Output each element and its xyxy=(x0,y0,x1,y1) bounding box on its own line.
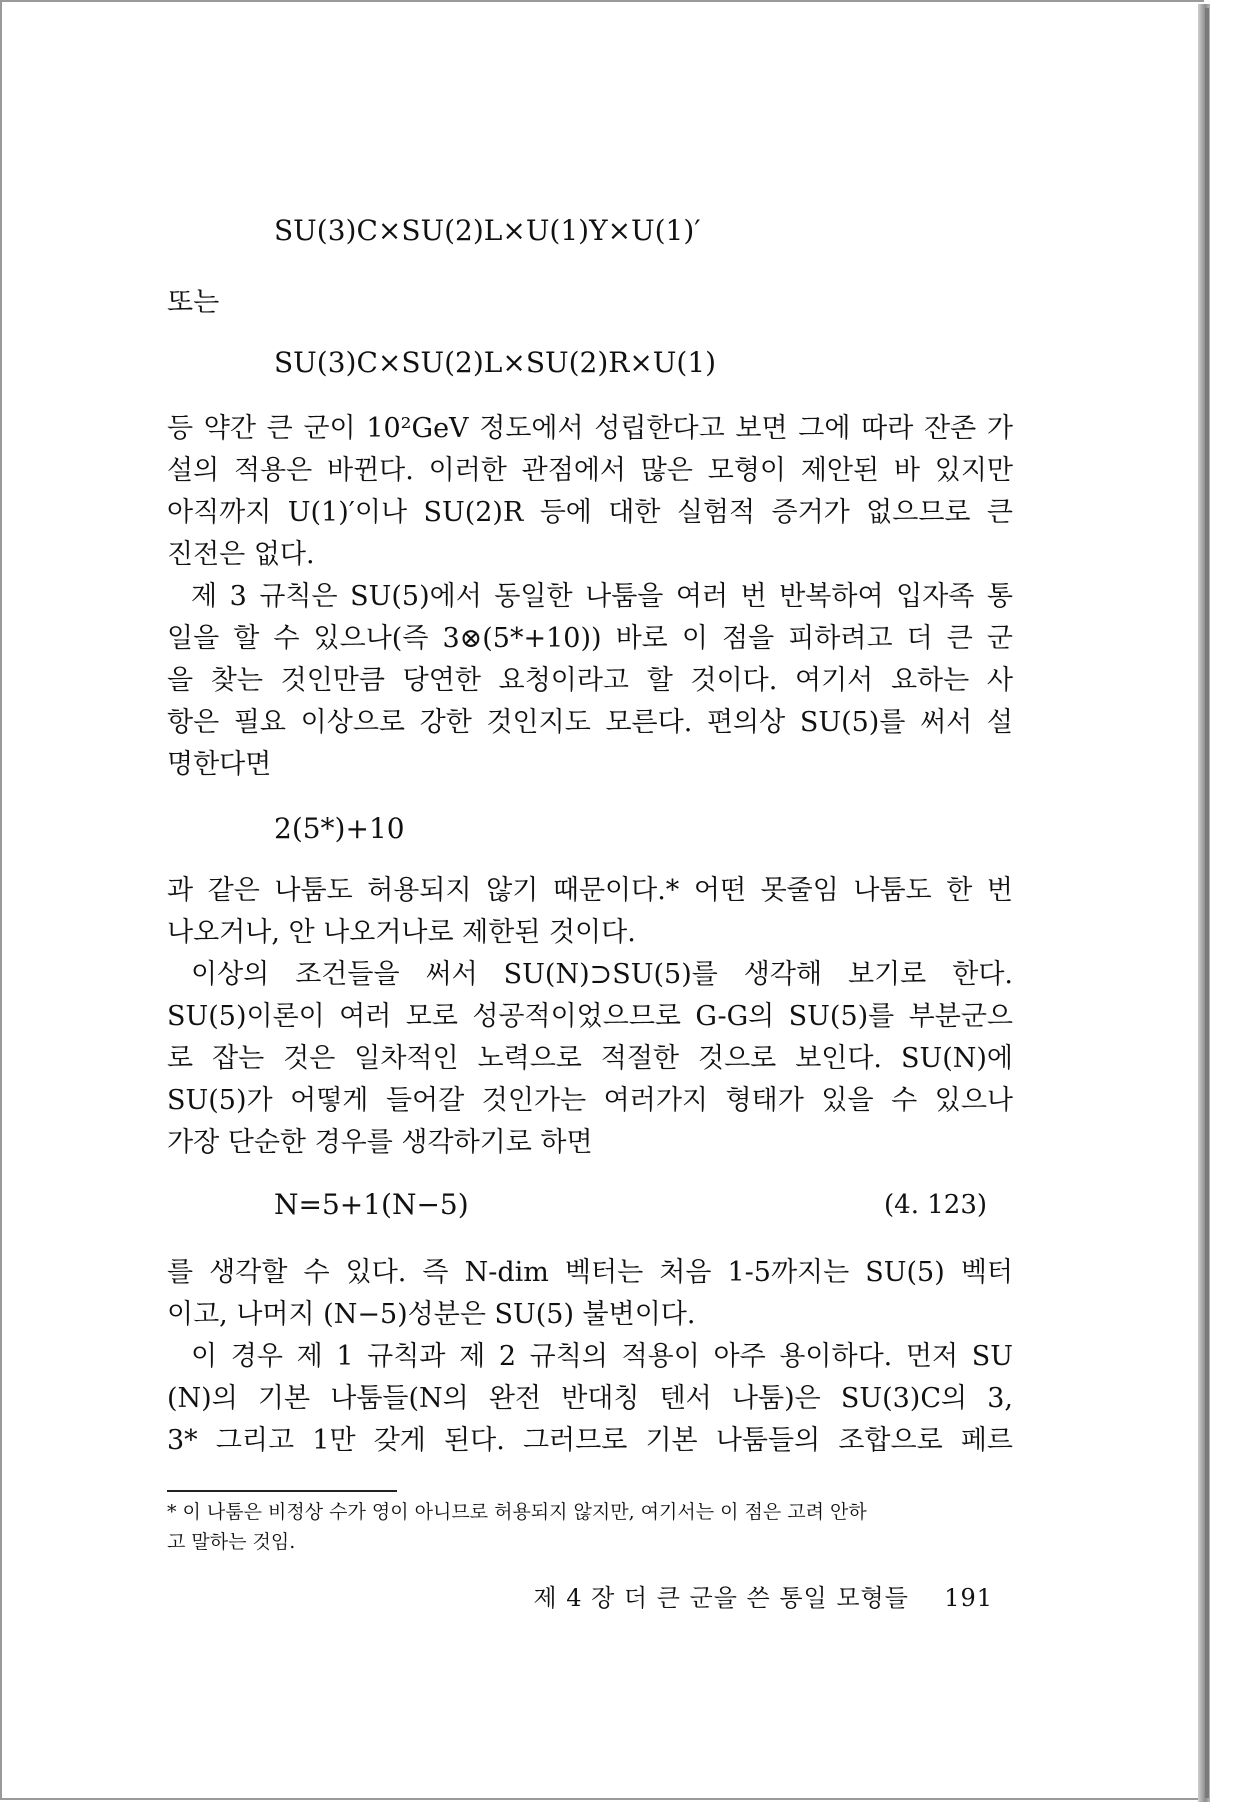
paragraph-4-line-3: 로 잡는 것은 일차적인 노력으로 적절한 것으로 보인다. SU(N)에 xyxy=(167,1043,1013,1074)
paragraph-6-line-3: 3* 그리고 1만 갖게 된다. 그러므로 기본 나툼들의 조합으로 페르 xyxy=(167,1425,1013,1456)
paragraph-5-line-1: 를 생각할 수 있다. 즉 N-dim 벡터는 처음 1-5까지는 SU(5) 벡터 xyxy=(167,1257,1013,1288)
paragraph-5-line-2: 이고, 나머지 (N−5)성분은 SU(5) 불변이다. xyxy=(167,1299,696,1330)
running-footer xyxy=(533,1578,993,1613)
footnote-line-1: * 이 나툼은 비정상 수가 영이 아니므로 허용되지 않지만, 여기서는 이 점은 고려 안하 xyxy=(167,1501,867,1523)
paragraph-2-line-5: 명한다면 xyxy=(167,749,272,780)
formula-representation: 2(5*)+10 xyxy=(274,812,405,845)
paragraph-3-line-2: 나오거나, 안 나오거나로 제한된 것이다. xyxy=(167,917,636,948)
paragraph-4-line-1: 이상의 조건들을 써서 SU(N)⊃SU(5)를 생각해 보기로 한다. xyxy=(191,959,1013,990)
word-or: 또는 xyxy=(167,287,220,318)
paragraph-2-line-3: 을 찾는 것인만큼 당연한 요청이라고 할 것이다. 여기서 요하는 사 xyxy=(167,665,1013,696)
paragraph-1-line-3: 아직까지 U(1)′이나 SU(2)R 등에 대한 실험적 증거가 없으므로 큰 xyxy=(167,497,1013,528)
paragraph-6-line-1: 이 경우 제 1 규칙과 제 2 규칙의 적용이 아주 용이하다. 먼저 SU xyxy=(191,1341,1013,1372)
paragraph-1-line-4: 진전은 없다. xyxy=(167,539,315,570)
paragraph-2-line-4: 항은 필요 이상으로 강한 것인지도 모른다. 편의상 SU(5)를 써서 설 xyxy=(167,707,1013,738)
paragraph-4-line-2: SU(5)이론이 여러 모로 성공적이었으므로 G-G의 SU(5)를 부분군으 xyxy=(167,1001,1013,1032)
paragraph-1-line-1: 등 약간 큰 군이 10²GeV 정도에서 성립한다고 보면 그에 따라 잔존 가 xyxy=(167,413,1013,444)
paragraph-4-line-4: SU(5)가 어떻게 들어갈 것인가는 여러가지 형태가 있을 수 있으나 xyxy=(167,1085,1013,1116)
page-spine-shadow xyxy=(1205,8,1209,1798)
equation-number: (4. 123) xyxy=(884,1190,987,1220)
paragraph-4-line-5: 가장 단순한 경우를 생각하기로 하면 xyxy=(167,1127,593,1158)
formula-decomposition: N=5+1(N−5) xyxy=(274,1188,469,1221)
formula-group-u1-prime: SU(3)C×SU(2)L×U(1)Y×U(1)′ xyxy=(274,214,701,247)
paragraph-2-line-2: 일을 할 수 있으나(즉 3⊗(5*+10)) 바로 이 점을 피하려고 더 큰 군 xyxy=(167,623,1014,654)
formula-group-su2r: SU(3)C×SU(2)L×SU(2)R×U(1) xyxy=(274,346,717,379)
paragraph-6-line-2: (N)의 기본 나툼들(N의 완전 반대칭 텐서 나툼)은 SU(3)C의 3, xyxy=(167,1383,1013,1414)
paragraph-1-line-2: 설의 적용은 바뀐다. 이러한 관점에서 많은 모형이 제안된 바 있지만 xyxy=(167,455,1013,486)
footnote-divider xyxy=(167,1490,397,1492)
page-number: 191 xyxy=(944,1584,993,1612)
paragraph-2-line-1: 제 3 규칙은 SU(5)에서 동일한 나툼을 여러 번 반복하여 입자족 통 xyxy=(191,581,1013,612)
chapter-title: 제 4 장 더 큰 군을 쓴 통일 모형들 xyxy=(533,1584,909,1612)
paragraph-3-line-1: 과 같은 나툼도 허용되지 않기 때문이다.* 어떤 못줄임 나툼도 한 번 xyxy=(167,875,1013,906)
footnote-line-2: 고 말하는 것임. xyxy=(167,1531,296,1553)
